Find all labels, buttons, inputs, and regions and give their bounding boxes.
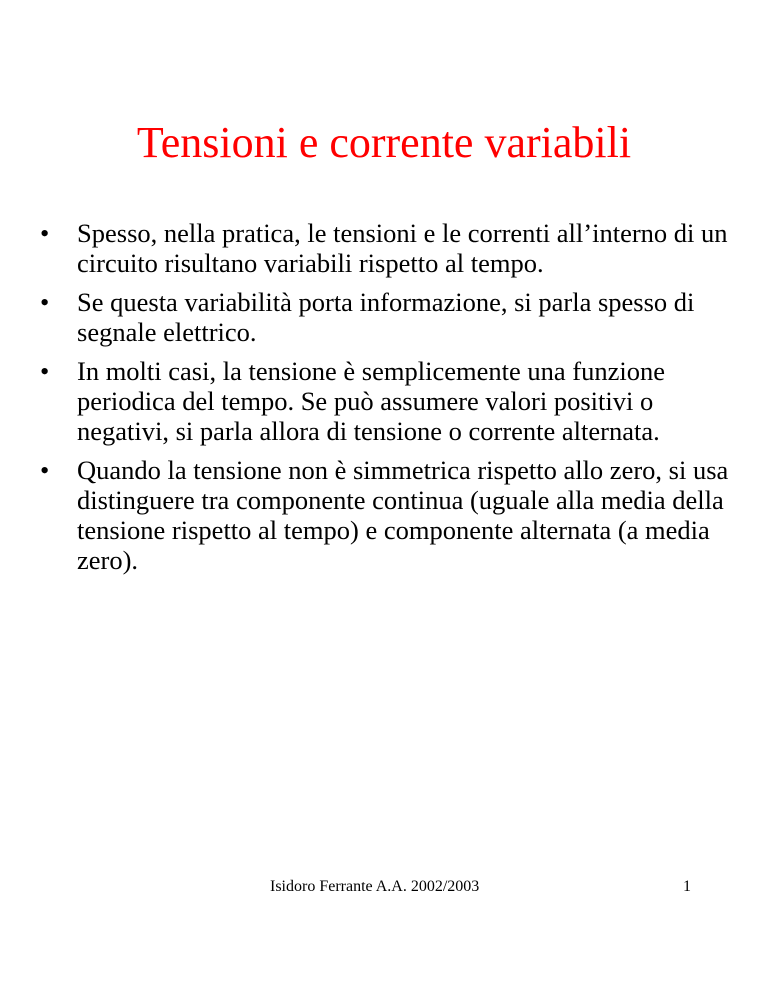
slide-title: Tensioni e corrente variabili bbox=[136, 118, 632, 167]
footer-author: Isidoro Ferrante A.A. 2002/2003 bbox=[270, 878, 480, 895]
bullet-text: Spesso, nella pratica, le tensioni e le correnti all’interno di un circuito risultano variabili rispetto al tempo. bbox=[77, 218, 728, 278]
bullet-icon: • bbox=[40, 218, 50, 248]
page-number: 1 bbox=[683, 878, 691, 895]
bullet-text: In molti casi, la tensione è semplicemente una funzione periodica del tempo. Se può assumere valori positivi o negativi, si parla allora di tensione o corrente alternata. bbox=[77, 356, 665, 446]
bullet-item bbox=[40, 455, 740, 575]
bullet-icon: • bbox=[40, 455, 50, 485]
bullet-item bbox=[40, 218, 740, 278]
bullet-icon: • bbox=[40, 356, 50, 386]
bullet-item bbox=[40, 356, 740, 446]
bullet-item bbox=[40, 287, 740, 347]
bullet-text: Se questa variabilità porta informazione, si parla spesso di segnale elettrico. bbox=[77, 287, 695, 347]
bullet-list bbox=[40, 218, 740, 584]
bullet-text: Quando la tensione non è simmetrica rispetto allo zero, si usa distinguere tra componente continua (uguale alla media della tensione rispetto al tempo) e componente alternata (a media zero). bbox=[77, 455, 729, 575]
bullet-icon: • bbox=[40, 287, 50, 317]
